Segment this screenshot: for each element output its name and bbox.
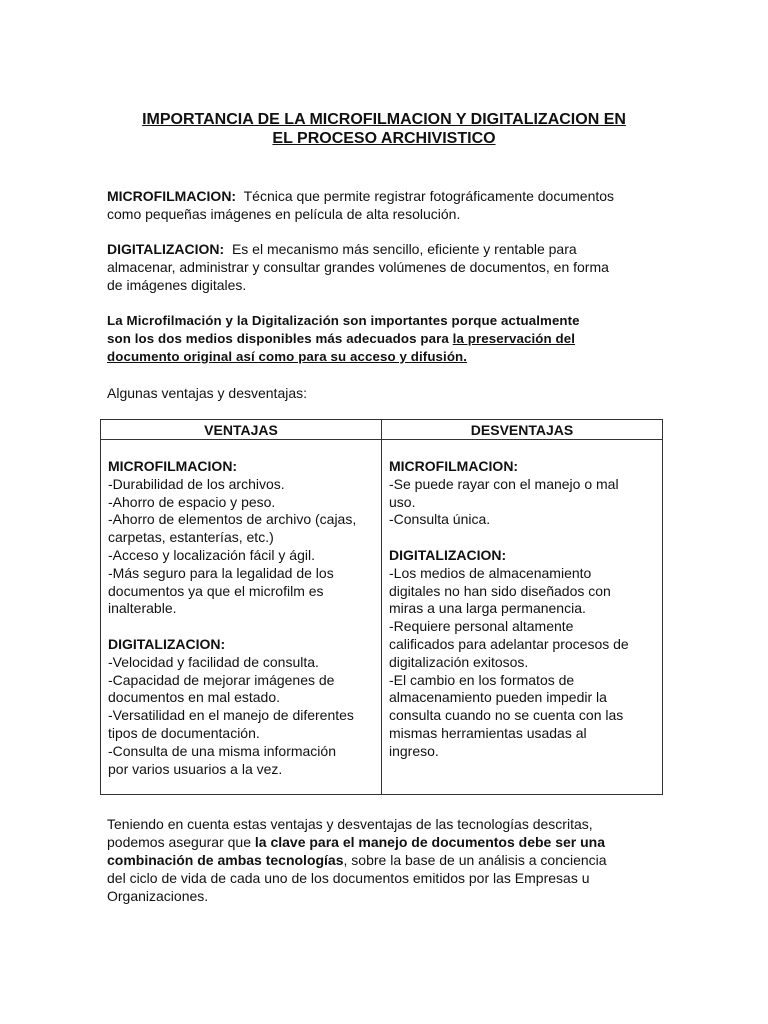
- ventajas-item: -Consulta de una misma información: [108, 742, 336, 759]
- desventajas-item: miras a una larga permanencia.: [389, 600, 586, 617]
- desventajas-micro-heading: MICROFILMACION:: [389, 458, 519, 474]
- desventajas-item: -El cambio en los formatos de: [389, 671, 575, 688]
- title-line-1: IMPORTANCIA DE LA MICROFILMACION Y DIGITALIZACION EN: [142, 111, 626, 128]
- importance-line-2b: la preservación del: [452, 331, 576, 346]
- ventajas-item: -Capacidad de mejorar imágenes de: [108, 671, 335, 688]
- importance-line-1: La Microfilmación y la Digitalización son importantes porque actualmente: [107, 313, 580, 328]
- ventajas-item: -Más seguro para la legalidad de los: [108, 564, 334, 581]
- desventajas-item: ingreso.: [389, 742, 439, 759]
- desventajas-item: -Consulta única.: [389, 511, 491, 528]
- importance-line-3: documento original así como para su acceso y difusión.: [107, 349, 468, 364]
- importance-paragraph: [107, 312, 667, 366]
- ventajas-item: -Acceso y localización fácil y ágil.: [108, 546, 315, 563]
- microfilmacion-def-line-1: Técnica que permite registrar fotográficamente documentos: [243, 188, 615, 204]
- table-intro: Algunas ventajas y desventajas:: [107, 385, 308, 401]
- conclusion-line-4: del ciclo de vida de cada uno de los documentos emitidos por las Empresas u: [107, 870, 590, 886]
- desventajas-item: mismas herramientas usadas al: [389, 724, 587, 741]
- digitalizacion-def-line-1: Es el mecanismo más sencillo, eficiente y rentable para: [231, 241, 577, 257]
- ventajas-item: -Ahorro de espacio y peso.: [108, 493, 276, 510]
- desventajas-item: calificados para adelantar procesos de: [389, 635, 629, 652]
- microfilmacion-def-line-2: como pequeñas imágenes en película de alta resolución.: [107, 206, 461, 222]
- title-line-2: EL PROCESO ARCHIVISTICO: [272, 130, 496, 147]
- digitalizacion-def-line-2: almacenar, administrar y consultar grandes volúmenes de documentos, en forma: [107, 259, 609, 275]
- header-ventajas: VENTAJAS: [204, 422, 278, 438]
- ventajas-item: inalterable.: [108, 600, 177, 617]
- conclusion-line-2b: la clave para el manejo de documentos debe ser una: [254, 834, 606, 850]
- conclusion-line-5: Organizaciones.: [107, 888, 209, 904]
- desventajas-item: -Requiere personal altamente: [389, 618, 574, 635]
- advantages-table: [100, 419, 663, 795]
- ventajas-item: documentos en mal estado.: [108, 689, 280, 706]
- ventajas-item: documentos ya que el microfilm es: [108, 582, 324, 599]
- desventajas-item: digitalización exitosos.: [389, 653, 529, 670]
- ventajas-item: -Velocidad y facilidad de consulta.: [108, 653, 319, 670]
- digitalizacion-def-line-3: de imágenes digitales.: [107, 277, 247, 293]
- table-column-divider: [381, 420, 382, 794]
- desventajas-column: [389, 458, 657, 761]
- ventajas-item: -Durabilidad de los archivos.: [108, 475, 285, 492]
- desventajas-item: almacenamiento pueden impedir la: [389, 689, 607, 706]
- ventajas-item: tipos de documentación.: [108, 724, 260, 741]
- digitalizacion-term: DIGITALIZACION:: [107, 241, 225, 257]
- desventajas-digi-heading: DIGITALIZACION:: [389, 546, 507, 563]
- desventajas-item: -Se puede rayar con el manejo o mal: [389, 475, 619, 492]
- desventajas-item: -Los medios de almacenamiento: [389, 564, 592, 581]
- microfilmacion-term: MICROFILMACION:: [107, 188, 237, 204]
- header-desventajas: DESVENTAJAS: [470, 422, 574, 438]
- ventajas-digi-heading: DIGITALIZACION:: [108, 635, 226, 652]
- document-title: [100, 110, 668, 148]
- digitalizacion-definition: [107, 240, 667, 294]
- conclusion-line-3a: combinación de ambas tecnologías: [107, 852, 344, 868]
- desventajas-item: digitales no han sido diseñados con: [389, 582, 611, 599]
- conclusion-line-3b: , sobre la base de un análisis a conciencia: [343, 852, 607, 868]
- desventajas-item: uso.: [389, 493, 416, 510]
- importance-line-2a: son los dos medios disponibles más adecuados para: [107, 331, 453, 346]
- ventajas-item: -Ahorro de elementos de archivo (cajas,: [108, 511, 357, 528]
- ventajas-item: por varios usuarios a la vez.: [108, 760, 283, 777]
- ventajas-micro-heading: MICROFILMACION:: [108, 458, 238, 474]
- conclusion-paragraph: [107, 815, 667, 905]
- microfilmacion-definition: [107, 187, 667, 223]
- ventajas-column: [108, 458, 378, 778]
- ventajas-item: -Versatilidad en el manejo de diferentes: [108, 707, 354, 724]
- ventajas-item: carpetas, estanterías, etc.): [108, 529, 274, 546]
- conclusion-line-1: Teniendo en cuenta estas ventajas y desventajas de las tecnologías descritas,: [107, 816, 593, 832]
- conclusion-line-2a: podemos asegurar que: [107, 834, 255, 850]
- desventajas-item: consulta cuando no se cuenta con las: [389, 707, 624, 724]
